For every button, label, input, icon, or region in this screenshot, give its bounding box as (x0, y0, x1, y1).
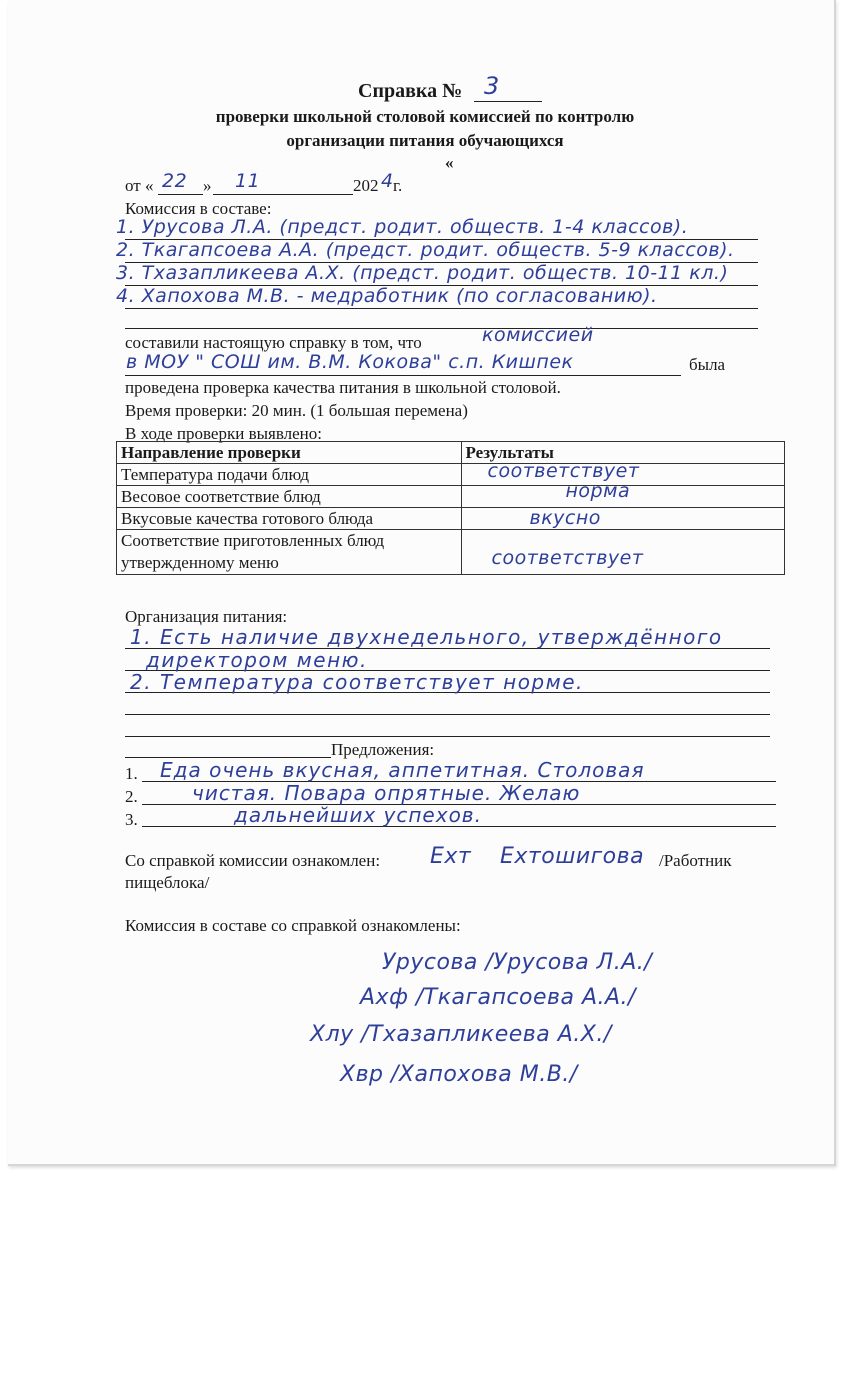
commission-member-1: 1. Урусова Л.А. (предст. родит. обществ. 1-4 классов). (116, 216, 689, 238)
organization-label: Организация питания: (125, 607, 288, 626)
quote-mark: « (445, 153, 454, 172)
header-results: Результаты (461, 442, 785, 464)
number-underline (474, 101, 542, 102)
staff-signature: Ехт (430, 844, 472, 869)
row-result: соответствует (491, 547, 644, 569)
proposal-number-1: 1. (125, 764, 138, 783)
commission-label: Комиссия в составе: (125, 199, 272, 218)
table-row (117, 508, 785, 530)
statement-byla: была (689, 355, 726, 374)
subtitle-line-2: организации питания обучающихся (286, 131, 564, 150)
subtitle-line-1: проверки школьной столовой комиссией по контролю (215, 107, 635, 126)
staff-name: Ехтошигова (500, 844, 645, 869)
date-suffix: г. (393, 176, 403, 195)
title-text: Справка № (358, 80, 463, 102)
signature-2: Ахф /Ткагапсоева А.А./ (360, 985, 636, 1010)
row-result-cell (461, 480, 785, 508)
acquaint-text: Со справкой комиссии ознакомлен: (125, 851, 381, 870)
row-result-cell (461, 508, 785, 530)
acquaint-line-2: пищеблока/ (125, 873, 210, 892)
row-result: норма (565, 480, 631, 502)
table-row (117, 464, 785, 486)
commission-acquaint-text: Комиссия в составе со справкой ознакомлены: (125, 916, 461, 935)
commission-line-5 (125, 328, 758, 329)
signature-1: Урусова /Урусова Л.А./ (382, 950, 653, 975)
organization-line-1: 1. Есть наличие двухнедельного, утверждённого (130, 625, 723, 649)
org-line-4 (125, 714, 770, 715)
row-direction: Весовое соответствие блюд (117, 486, 462, 508)
date-mid: » (203, 176, 212, 195)
commission-member-4: 4. Хапохова М.В. - медработник (по согласованию). (116, 285, 658, 307)
acquaint-role: /Работник (659, 851, 732, 870)
table-row (117, 530, 785, 575)
date-month: 11 (235, 170, 261, 192)
row-direction: Вкусовые качества готового блюда (117, 508, 462, 530)
statement-line-3: проведена проверка качества питания в школьной столовой. (125, 378, 561, 397)
row-result: соответствует (487, 460, 640, 482)
month-underline (213, 194, 353, 195)
proposal-text-1: Еда очень вкусная, аппетитная. Столовая (160, 758, 645, 782)
commission-line-4 (125, 308, 758, 309)
statement-handwritten-1: комиссией (482, 324, 594, 346)
inspection-table (116, 441, 785, 575)
school-name: в МОУ " СОШ им. В.М. Кокова" с.п. Кишпек (126, 351, 574, 373)
header-direction: Направление проверки (117, 442, 462, 464)
row-direction: Температура подачи блюд (117, 464, 462, 486)
proposal-number-3: 3. (125, 810, 138, 829)
document-title (358, 80, 462, 103)
organization-line-3: 2. Температура соответствует норме. (130, 670, 584, 694)
certificate-number: 3 (484, 72, 500, 100)
found-label: В ходе проверки выявлено: (125, 424, 322, 443)
signature-3: Хлу /Тхазапликеева А.Х./ (310, 1022, 612, 1047)
proposal-text-2: чистая. Повара опрятные. Желаю (192, 781, 581, 805)
proposal-number-2: 2. (125, 787, 138, 806)
date-prefix: от « (125, 176, 154, 195)
proposal-text-3: дальнейших успехов. (234, 803, 482, 827)
organization-line-2: директором меню. (146, 648, 368, 672)
row-direction: Соответствие приготовленных блюд утвержденному меню (117, 530, 462, 575)
row-result: вкусно (529, 507, 601, 529)
table-row (117, 486, 785, 508)
day-underline (158, 194, 203, 195)
school-underline (125, 375, 681, 376)
commission-member-3: 3. Тхазапликеева А.Х. (предст. родит. обществ. 10-11 кл.) (116, 262, 729, 284)
date-year-prefix: 202 (353, 176, 379, 195)
signature-4: Хвр /Хапохова М.В./ (340, 1062, 578, 1087)
date-year-digit: 4 (381, 170, 394, 192)
table-header-row (117, 442, 785, 464)
org-line-5 (125, 736, 770, 737)
commission-member-2: 2. Ткагапсоева А.А. (предст. родит. обществ. 5-9 классов). (116, 239, 735, 261)
proposals-label: Предложения: (331, 740, 435, 759)
row-result-cell (461, 530, 785, 575)
statement-text: составили настоящую справку в том, что (125, 333, 422, 352)
date-day: 22 (162, 170, 188, 192)
check-time: Время проверки: 20 мин. (1 большая перемена) (125, 401, 468, 420)
